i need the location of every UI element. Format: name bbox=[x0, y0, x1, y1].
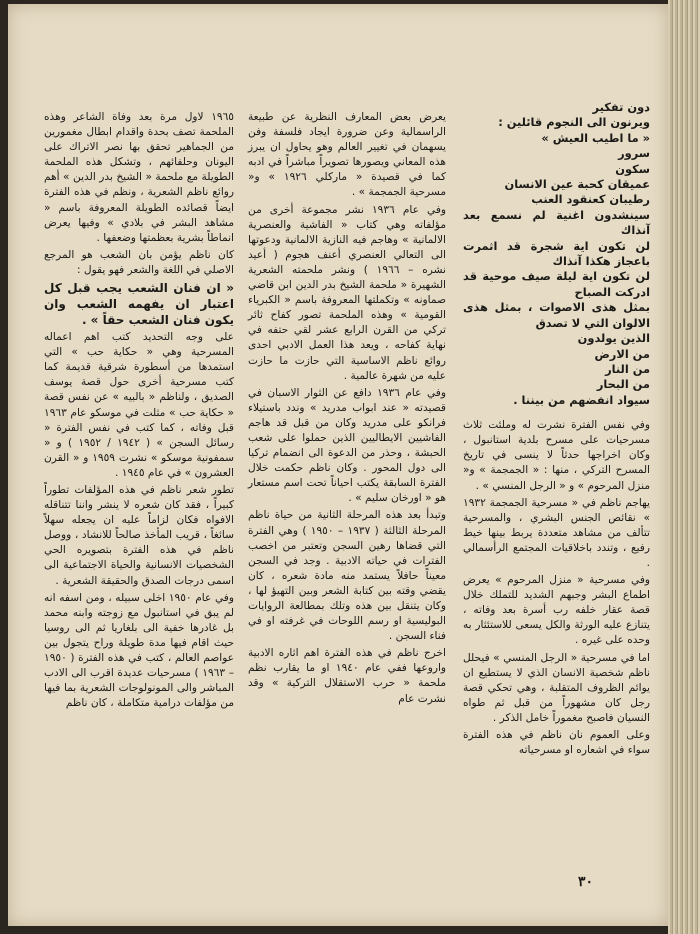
poem-line: دون تفكير bbox=[592, 100, 650, 114]
poem-line: من الارض bbox=[594, 346, 650, 361]
paragraph: يعرض بعض المعارف النظرية عن طبيعة الراسمالية وعن ضرورة ايجاد فلسفة وفن يسهمان في تغيير العالم وهو يحاول ان يبرز هذه المعاني ويصورها تصويراً مباشراً في ادبه كما في قصيدة « ماركلي ١٩٢٦ » و« مسرحية الجمجمة » . bbox=[248, 111, 446, 199]
column-left bbox=[44, 110, 234, 713]
paragraph: على وجه التحديد كتب اهم اعماله المسرحية وهي « حكاية حب » التي استمدها من أسطورة شرقية قديمة كما كتب مسرحية أخرى حول قصة يوسف الصديق ، ولناظم « بالبيه » عن نفس قصة « حكاية حب » مثلت في موسكو عام ١٩٦٣ قبل وفاته ، كما كتب في نفس الفترة « رسائل السجن » ( ١٩٤٢ / ١٩٥٢ ) و « سمفونية موسكو » نشرت ١٩٥٩ و « القرن العشرون » في عام ١٩٤٥ . bbox=[44, 331, 234, 479]
poem bbox=[463, 100, 650, 408]
paragraph: يهاجم ناظم في « مسرحية الجمجمة ١٩٣٢ » نقائص الجنس البشري ، والمسرحية تتألف من مشاهد متعددة يربط بينها خيط رفيع ، وتندد باخلاقيات المجتمع الرأسمالي . bbox=[463, 496, 650, 569]
poem-line: الذين يولدون bbox=[577, 331, 650, 346]
page-number: ٣٠ bbox=[578, 874, 594, 890]
paragraph: ١٩٦٥ لاول مرة بعد وفاة الشاعر وهذه الملحمة تصف بحدة واقدام ابطال مغمورين من الجماهير تحقق بها نصر الاتراك على اليونان وحلفائهم ، وتشكل هذه الملحمة الطويلة مع ملحمة « الشيخ بدر الدين » أهم روائع ناظم الشعرية ، ونظم في هذه الفترة ايضاً قصائده الطويلة المعروفة باسم « مشاهد البشر في بلادي » وفيها يعرض انماطاً بشرية بعظمتها وضعفها . bbox=[44, 111, 234, 244]
column-middle bbox=[248, 110, 446, 709]
paragraph: اخرج ناظم في هذه الفترة اهم اثاره الادبية واروعها ففي عام ١٩٤٠ او ما يقارب نظم ملحمة « حرب الاستقلال التركية » وقد نشرت عام bbox=[248, 647, 447, 705]
paragraph: تطور شعر ناظم في هذه المؤلفات تطوراً كبيراً ، فقد كان شعره لا ينشر واننا تتناقله الافواه فكان لزاماً عليه ان يجعله سهلاً سائغاً ، قريب المأخذ صالحاً للانشاد ، ووصل ناظم في هذه الفترة بتصويره الحي الشخصيات الانسانية والحياة الاجتماعية الى اسمى درجات الصدق والحقيقة الشعرية . bbox=[44, 483, 234, 587]
poem-line: من البحار bbox=[596, 377, 650, 392]
poem-line: عميقان كحبة عين الانسان bbox=[504, 177, 650, 192]
poem-line: سينشدون اغنية لم نسمع بعد آنذاك bbox=[463, 207, 650, 238]
pull-quote: « ان فنان الشعب يجب قبل كل اعتبار ان يفهمه الشعب وان يكون فنان الشعب حقاً » . bbox=[44, 281, 234, 328]
paragraph: وتبدأ بعد هذه المرحلة الثانية من حياة ناظم المرحلة الثالثة ( ١٩٣٧ – ١٩٥٠ ) وهي الفترة التي قضاها رهين السجن وتعتبر من اخصب الفترات في حياته الادبية . وجد في السجن معيناً حافلاً يستمد منه مادة شعره ، كان يقضي وقته بين كتابة الشعر وبين التهيؤ لها ، وكان يتنقل بين هذه وتلك بمطالعة الروايات البوليسية او رسم اللوحات في غرفته او في فناء السجن . bbox=[248, 509, 447, 643]
column-right bbox=[463, 100, 650, 760]
magazine-page bbox=[8, 4, 668, 926]
poem-line: رطيبان كعنقود العنب bbox=[531, 192, 650, 207]
paragraph: وفي مسرحية « منزل المرحوم » يعرض اطماع البشر وجبهم الشديد للتملك خلال قصة عقار خلفه رب أسرة بعد وفاته ، يتنازع عليه الورثة والكل يسعى للاستئثار به وحده على غيره . bbox=[463, 574, 650, 647]
poem-line: سكون bbox=[615, 161, 650, 176]
paragraph: اما في مسرحية « الرجل المنسي » فيحلل ناظم شخصية الانسان الذي لا يستطيع ان يوائم الظروف المتقلبة ، وهي تحكي قصة رجل كان مشهوراً من قبل ثم طواه النسيان فاصبح مغموراً خامل الذكر . bbox=[463, 651, 650, 724]
paragraph: كان ناظم يؤمن بان الشعب هو المرجع الاصلي في اللغة والشعر فهو يقول : bbox=[44, 248, 234, 276]
poem-line: سيواد انفضهم من بيننا . bbox=[513, 392, 650, 407]
poem-line: لن تكون اية ليلة صيف موحية قد ادركت الصباح bbox=[463, 269, 650, 299]
paragraph: وفي نفس الفترة نشرت له وملئت ثلاث مسرحيات على مسرح بلدية استانبول ، وكان اخراجها حدثاً لا ينسى في تاريخ المسرح التركي ، منها : « الجمجمة » و« منزل المرحوم » و « الرجل المنسي » . bbox=[463, 419, 650, 492]
poem-line: ويرنون الى النجوم قائلين : bbox=[498, 115, 650, 130]
poem-line: « ما اطيب العيش » bbox=[541, 130, 650, 145]
poem-line: من النار bbox=[605, 361, 650, 376]
paragraph: وفي عام ١٩٣٦ دافع عن الثوار الاسبان في قصيدته « عند ابواب مدريد » وندد باستيلاء فرانكو على مدريد وكان من قبل قد هاجم الفاشيين الايطاليين الذين حملوا على شعب الحبشة ، وحذر من الدعوة الى انضمام تركيا الى دول المحور . وكان ناظم حكمت خلال الفترة السابقة يكتب احياناً تحت اسم مستعار هو « اورخان سليم » . bbox=[248, 386, 446, 505]
paragraph: وعلى العموم نان ناظم في هذه الفترة سواء في اشعاره او مسرحياته bbox=[463, 729, 650, 757]
paragraph: وفي عام ١٩٥٠ اخلى سبيله ، ومن اسفه انه لم يبق في استانبول مع زوجته وابنه محمد بل غادرها خفية الى بلغاريا ثم الى روسيا حيث اقام فيها مدة طويلة وراح يتجول بين عواصم العالم ، كتب في هذه الفترة ( ١٩٥٠ – ١٩٦٣ ) مسرحيات عديدة اقرب الى الادب المباشر والى المونولوجات الشعرية بما فيها من مؤلفات درامية متكاملة ، كان ناظم bbox=[44, 591, 234, 710]
page-binding bbox=[668, 0, 700, 934]
poem-line: سرور bbox=[618, 146, 650, 161]
poem-line: لن تكون اية شجرة قد اثمرت باعجاز هكذا آنذاك bbox=[463, 238, 650, 269]
poem-line: بمثل هذى الاصوات ، بمثل هذى الالوان التي لا تصدق bbox=[463, 300, 650, 330]
paragraph: وفي عام ١٩٣٦ نشر مجموعة أخرى من مؤلفاته وهي كتاب « الفاشية والعنصرية الالمانية » وهاجم فيه النازية الالمانية ودعوتها الى التعالي العنصري أعنف هجوم ( أعيد نشره – ١٩٦٦ ) ونشر ملحمته الشعرية الشهيرة « ملحمة الشيخ بدر الدين ابن قاضي صماونه » وتكملتها المعروفة باسم « الكبرياء القومية » وهذه الملحمة تصور كفاح ثائر تركي من القرن الرابع عشر لقي حتفه في نهاية كفاحه ، ويعد هذا العمل الادبي احدى روائع ناظم الاساسية التي حازت ما حازت عليه من شهرة عالمية . bbox=[248, 203, 446, 382]
